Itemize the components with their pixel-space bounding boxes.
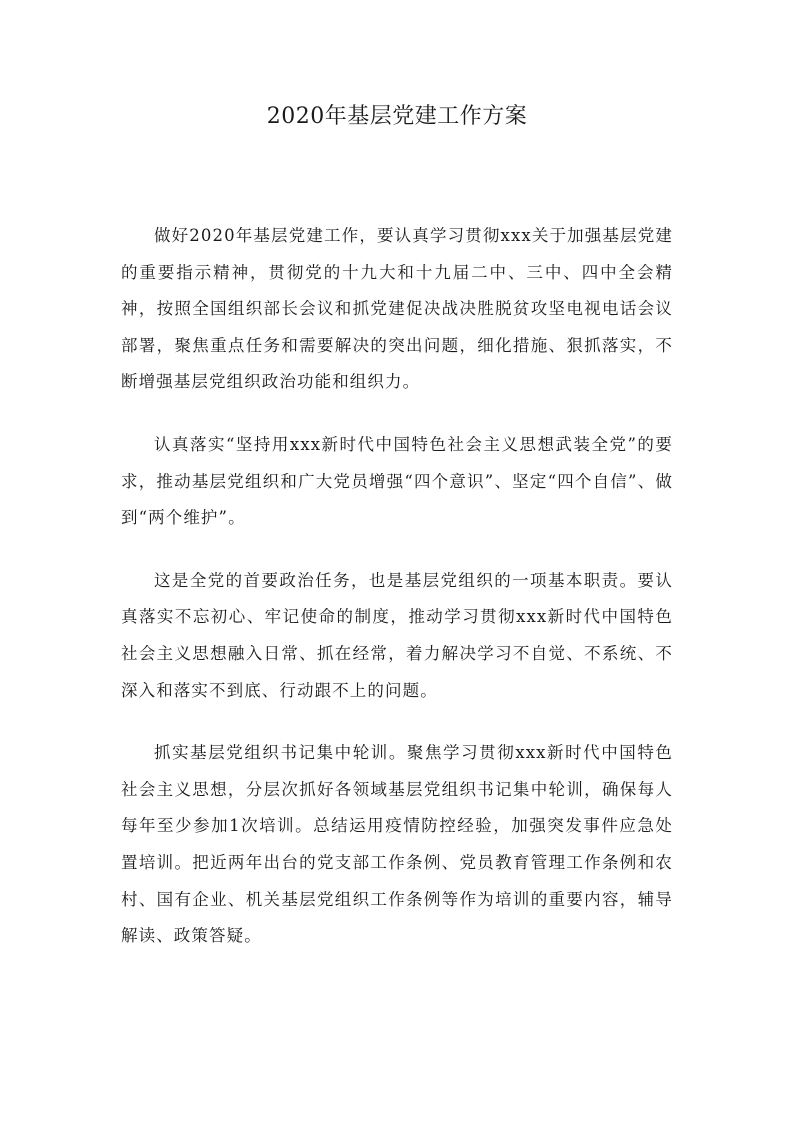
- paragraph-political-task: 这是全党的首要政治任务，也是基层党组织的一项基本职责。要认真落实不忘初心、牢记使命的制度，推动学习贯彻xxx新时代中国特色社会主义思想融入日常、抓在经常，着力解决学习不自觉、不系统、不深入和落实不到底、行动跟不上的问题。: [121, 570, 673, 700]
- paragraph-requirements: 认真落实“坚持用xxx新时代中国特色社会主义思想武装全党”的要求，推动基层党组织和广大党员增强“四个意识”、坚定“四个自信”、做到“两个维护”。: [121, 434, 673, 528]
- paragraph-training: 抓实基层党组织书记集中轮训。聚焦学习贯彻xxx新时代中国特色社会主义思想，分层次抓好各领域基层党组织书记集中轮训，确保每人每年至少参加1次培训。总结运用疫情防控经验，加强突发事件应急处置培训。把近两年出台的党支部工作条例、党员教育管理工作条例和农村、国有企业、机关基层党组织工作条例等作为培训的重要内容，辅导解读、政策答疑。: [121, 743, 673, 946]
- document-title: 2020年基层党建工作方案: [266, 104, 528, 129]
- document-body: [121, 218, 673, 981]
- paragraph-intro: 做好2020年基层党建工作，要认真学习贯彻xxx关于加强基层党建的重要指示精神，贯彻党的十九大和十九届二中、三中、四中全会精神，按照全国组织部长会议和抓党建促决战决胜脱贫攻坚电视电话会议部署，聚焦重点任务和需要解决的突出问题，细化措施、狠抓落实，不断增强基层党组织政治功能和组织力。: [121, 226, 673, 392]
